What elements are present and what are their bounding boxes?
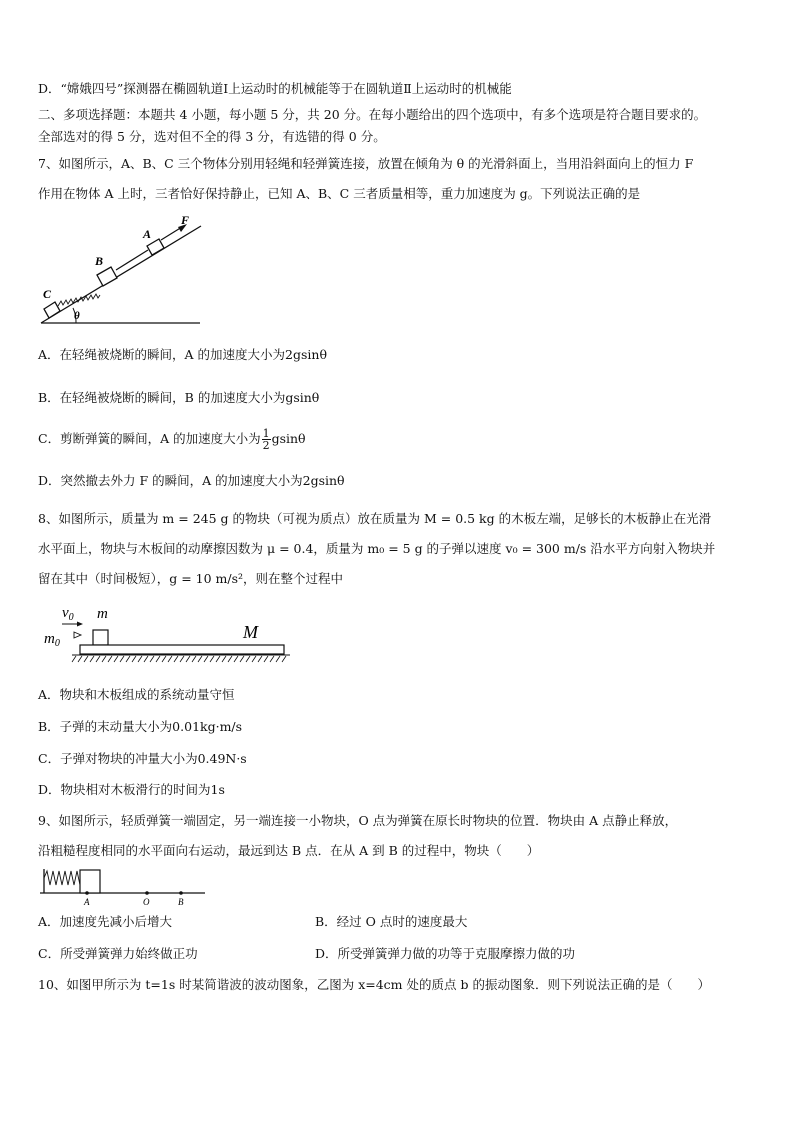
q9-spring-figure (40, 866, 210, 908)
q7-incline-figure (38, 212, 208, 330)
q7-option-a: A．在轻绳被烧断的瞬间，A 的加速度大小为2gsinθ (38, 347, 327, 362)
q8-label-m: m (97, 606, 108, 622)
q7-fraction-half (262, 428, 271, 451)
q7-option-c-prefix: C．剪断弹簧的瞬间，A 的加速度大小为 (38, 431, 261, 446)
q9-option-a: A．加速度先减小后增大 (38, 914, 173, 929)
q9-stem-line1: 9、如图所示，轻质弹簧一端固定，另一端连接一小物块，O 点为弹簧在原长时物块的位置．物块由 A 点静止释放， (38, 813, 678, 828)
q7-label-c: C (43, 287, 52, 301)
q7-stem-line2: 作用在物体 A 上时，三者恰好保持静止，已知 A、B、C 三者质量相等，重力加速度为 g。下列说法正确的是 (38, 186, 641, 201)
q7-option-b: B．在轻绳被烧断的瞬间，B 的加速度大小为gsinθ (38, 390, 320, 405)
q8-board-figure (40, 600, 290, 670)
q9-label-a: A (84, 897, 90, 907)
q8-option-c: C．子弹对物块的冲量大小为0.49N·s (38, 751, 247, 766)
q8-label-big-m: M (243, 622, 258, 642)
q8-option-d: D．物块相对木板滑行的时间为1s (38, 782, 225, 797)
svg-text:m0 (44, 631, 60, 649)
q8-stem-line2: 水平面上，物块与木板间的动摩擦因数为 μ = 0.4，质量为 m₀ = 5 g 的子弹以速度 v₀ = 300 m/s 沿水平方向射入物块并 (38, 541, 716, 556)
q8-label-m0: m (44, 631, 55, 647)
q9-stem-line2: 沿粗糙程度相同的水平面向右运动，最远到达 B 点．在从 A 到 B 的过程中，物块（ ） (38, 843, 540, 858)
q8-stem-line1: 8、如图所示，质量为 m = 245 g 的物块（可视为质点）放在质量为 M = 0.5 kg 的木板左端，足够长的木板静止在光滑 (38, 511, 712, 526)
q10-stem: 10、如图甲所示为 t=1s 时某简谐波的波动图象，乙图为 x=4cm 处的质点 b 的振动图象．则下列说法正确的是（ ） (38, 977, 710, 992)
q7-label-a: A (143, 227, 152, 241)
q9-option-d: D．所受弹簧弹力做的功等于克服摩擦力做的功 (315, 946, 576, 961)
svg-text:v0 (62, 605, 74, 623)
fraction-numerator: 1 (262, 427, 270, 440)
q8-option-b: B．子弹的末动量大小为0.01kg·m/s (38, 719, 243, 734)
q8-label-v: v (62, 605, 69, 621)
q9-option-c: C．所受弹簧弹力始终做正功 (38, 946, 198, 961)
q9-option-b: B．经过 O 点时的速度最大 (315, 914, 468, 929)
fraction-denominator: 2 (262, 439, 270, 452)
q7-option-c (38, 428, 306, 451)
q8-label-v-sub: 0 (68, 612, 74, 623)
q8-option-a: A．物块和木板组成的系统动量守恒 (38, 687, 235, 702)
section-title: 二、多项选择题：本题共 4 小题，每小题 5 分，共 20 分。在每小题给出的四个选项中，有多个选项是符合题目要求的。 (38, 107, 707, 122)
q7-label-theta: θ (74, 310, 80, 322)
q8-stem-line3: 留在其中（时间极短），g = 10 m/s²，则在整个过程中 (38, 571, 344, 586)
q7-stem-line1: 7、如图所示，A、B、C 三个物体分别用轻绳和轻弹簧连接，放置在倾角为 θ 的光滑斜面上，当用沿斜面向上的恒力 F (38, 156, 694, 171)
q9-label-b: B (178, 897, 184, 907)
q6-option-d: D．“嫦娥四号”探测器在椭圆轨道Ⅰ上运动时的机械能等于在圆轨道Ⅱ上运动时的机械能 (38, 81, 512, 96)
q9-label-o: O (143, 897, 150, 907)
section-note: 全部选对的得 5 分，选对但不全的得 3 分，有选错的得 0 分。 (38, 129, 386, 144)
q7-label-f: F (181, 213, 190, 227)
q7-option-c-suffix: gsinθ (271, 431, 306, 446)
q8-label-m0-sub: 0 (54, 638, 60, 649)
q7-label-b: B (95, 254, 104, 268)
q7-option-d: D．突然撤去外力 F 的瞬间，A 的加速度大小为2gsinθ (38, 473, 345, 488)
